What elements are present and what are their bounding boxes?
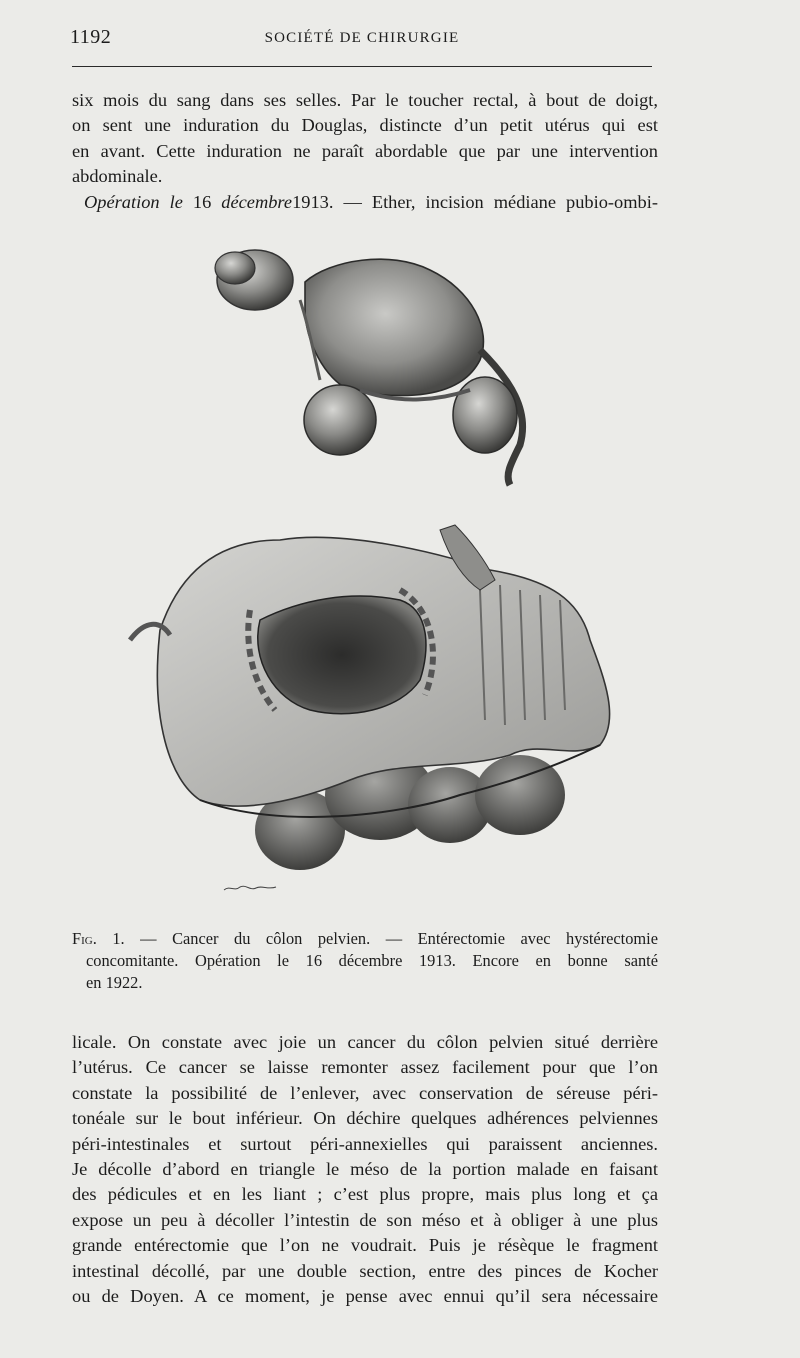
text-line: abdominale. xyxy=(72,166,163,187)
text-line: constate la possibilité de l’enlever, avec conservation de séreuse péri- xyxy=(72,1082,658,1103)
bottom-paragraph xyxy=(72,1030,658,1309)
header-rule xyxy=(72,66,652,67)
text-line: intestinal décollé, par une double section, entre des pinces de Kocher xyxy=(72,1260,658,1281)
operation-year: 1913. xyxy=(292,191,334,212)
artist-signature-mark xyxy=(222,882,278,894)
page-number: 1192 xyxy=(70,26,112,48)
page-header xyxy=(70,26,654,50)
top-paragraph xyxy=(72,88,658,215)
text-line: des pédicules et en les liant ; c’est plus propre, mais plus long et ça xyxy=(72,1184,658,1205)
text-line: grande entérectomie que l’on ne voudrait. Puis je résèque le fragment xyxy=(72,1235,658,1256)
text-line: on sent une induration du Douglas, distincte d’un petit utérus qui est xyxy=(72,115,658,136)
text-line: péri-intestinales et surtout péri-annexielles qui paraissent anciennes. xyxy=(72,1133,658,1154)
text-line: en avant. Cette induration ne paraît abordable que par une intervention xyxy=(72,140,658,161)
operation-month: décembre xyxy=(221,191,293,212)
text-line: six mois du sang dans ses selles. Par le toucher rectal, à bout de doigt, xyxy=(72,90,658,110)
caption-line xyxy=(72,928,658,950)
caption-line: concomitante. Opération le 16 décembre 1913. Encore en bonne santé xyxy=(86,951,658,970)
figure-label: Fig. 1. xyxy=(72,929,125,948)
text-line: Je décolle d’abord en triangle le méso de la portion malade en faisant xyxy=(72,1158,658,1179)
figure-caption xyxy=(72,928,658,994)
caption-line: en 1922. xyxy=(86,973,143,992)
text-line: l’utérus. Ce cancer se laisse remonter assez facilement pour que l’on xyxy=(72,1057,658,1078)
colon-drawing xyxy=(130,525,610,870)
text-line: ou de Doyen. A ce moment, je pense avec ennui qu’il sera nécessaire xyxy=(72,1285,658,1306)
running-head: SOCIÉTÉ DE CHIRURGIE xyxy=(264,30,460,46)
operation-line xyxy=(72,190,658,215)
caption-text: — Cancer du côlon pelvien. — Entérectomie avec hystérectomie xyxy=(140,929,658,948)
operation-label: Opération le xyxy=(84,191,183,212)
uterus-drawing xyxy=(215,250,523,485)
operation-day: 16 xyxy=(192,191,212,212)
operation-rest: — Ether, incision médiane pubio-ombi- xyxy=(343,191,658,212)
text-line: licale. On constate avec joie un cancer du côlon pelvien situé derrière xyxy=(72,1032,658,1052)
text-line: expose un peu à décoller l’intestin de son méso et à obliger à une plus xyxy=(72,1209,658,1230)
specimen-illustration xyxy=(100,240,640,910)
text-line: tonéale sur le bout inférieur. On déchire quelques adhérences pelviennes xyxy=(72,1108,658,1129)
